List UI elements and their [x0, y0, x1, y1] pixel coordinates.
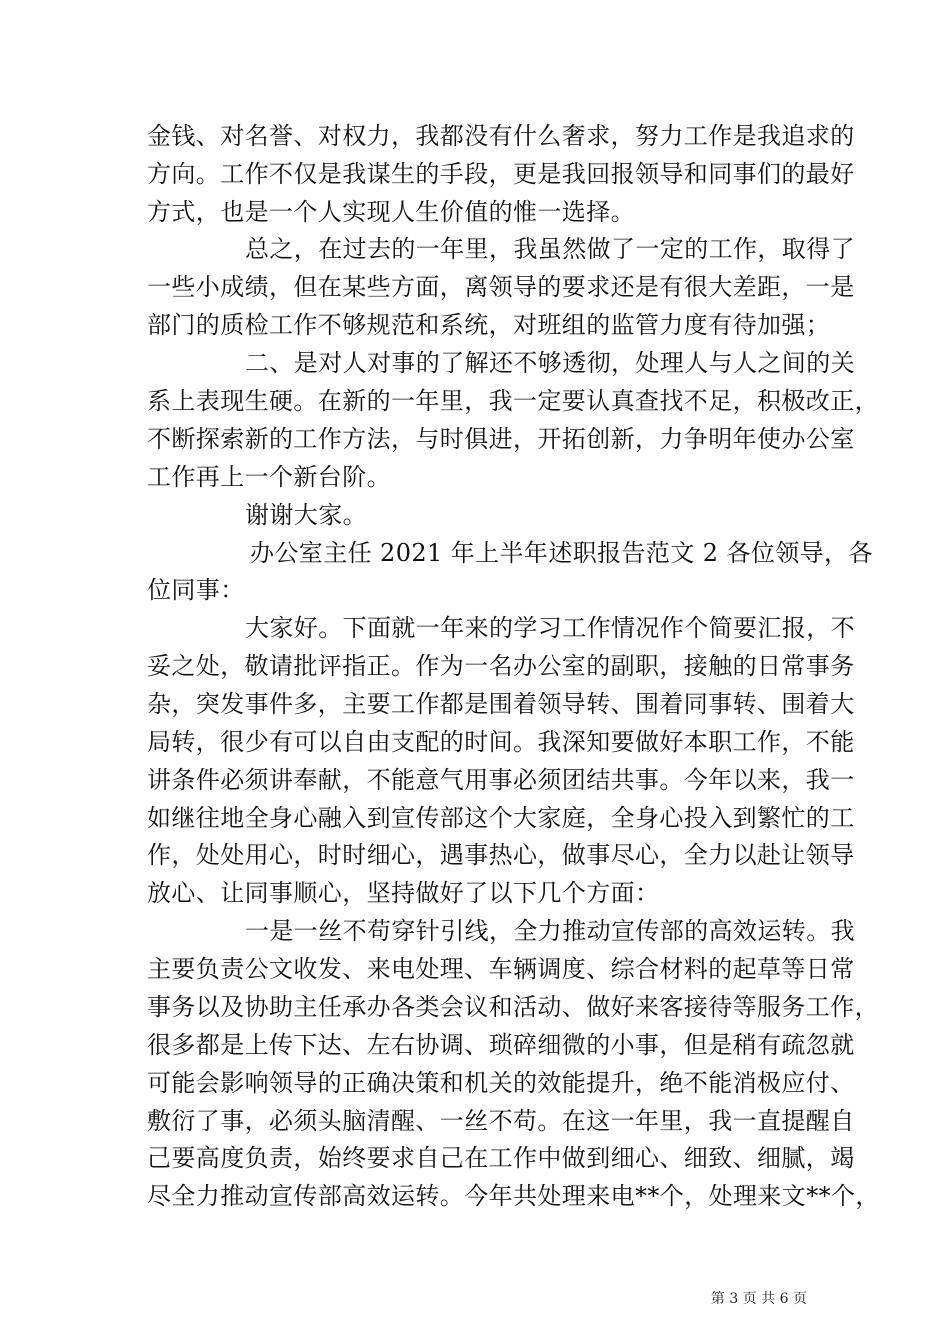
- text-line: 妥之处，敬请批评指正。作为一名办公室的副职，接触的日常事务: [147, 652, 855, 680]
- text-line: 方向。工作不仅是我谋生的手段，更是我回报领导和同事们的最好: [147, 160, 855, 188]
- text-line: 一是一丝不苟穿针引线，全力推动宣传部的高效运转。我: [245, 917, 855, 945]
- text-line: 放心、让同事顺心，坚持做好了以下几个方面：: [147, 879, 660, 907]
- text-line: 可能会影响领导的正确决策和机关的效能提升，绝不能消极应付、: [147, 1069, 855, 1097]
- text-line: 己要高度负责，始终要求自己在工作中做到细心、细致、细腻，竭: [147, 1144, 855, 1172]
- text-line: 金钱、对名誉、对权力，我都没有什么奢求，努力工作是我追求的: [147, 122, 855, 150]
- text-line: 杂，突发事件多，主要工作都是围着领导转、围着同事转、围着大: [147, 690, 855, 718]
- text-line: 大家好。下面就一年来的学习工作情况作个简要汇报，不: [245, 614, 855, 642]
- text-line: 作，处处用心，时时细心，遇事热心，做事尽心，全力以赴让领导: [147, 841, 855, 869]
- text-line: 事务以及协助主任承办各类会议和活动、做好来客接待等服务工作，: [147, 993, 879, 1021]
- text-line: 二、是对人对事的了解还不够透彻，处理人与人之间的关: [245, 349, 855, 377]
- section-heading-line: 办公室主任 2021 年上半年述职报告范文 2 各位领导，各: [250, 539, 873, 567]
- text-line: 工作再上一个新台阶。: [147, 463, 391, 491]
- text-line: 尽全力推动宣传部高效运转。今年共处理来电**个，处理来文**个，: [147, 1182, 880, 1210]
- text-line: 总之，在过去的一年里，我虽然做了一定的工作，取得了: [245, 235, 855, 263]
- text-line: 方式，也是一个人实现人生价值的惟一选择。: [147, 198, 635, 226]
- text-line: 如继往地全身心融入到宣传部这个大家庭，全身心投入到繁忙的工: [147, 804, 855, 832]
- text-line: 位同事：: [147, 576, 245, 604]
- text-line: 部门的质检工作不够规范和系统，对班组的监管力度有待加强；: [147, 311, 831, 339]
- text-line: 一些小成绩，但在某些方面，离领导的要求还是有很大差距，一是: [147, 273, 855, 301]
- text-line: 很多都是上传下达、左右协调、琐碎细微的小事，但是稍有疏忽就: [147, 1031, 855, 1059]
- text-line: 主要负责公文收发、来电处理、车辆调度、综合材料的起草等日常: [147, 955, 855, 983]
- text-line: 局转，很少有可以自由支配的时间。我深知要做好本职工作，不能: [147, 728, 855, 756]
- text-line: 系上表现生硬。在新的一年里，我一定要认真查找不足，积极改正，: [147, 387, 879, 415]
- text-line: 谢谢大家。: [245, 501, 367, 529]
- page-number: 第 3 页 共 6 页: [710, 1291, 807, 1307]
- text-line: 不断探索新的工作方法，与时俱进，开拓创新，力争明年使办公室: [147, 425, 855, 453]
- text-line: 敷衍了事，必须头脑清醒、一丝不苟。在这一年里，我一直提醒自: [147, 1107, 855, 1135]
- text-line: 讲条件必须讲奉献，不能意气用事必须团结共事。今年以来，我一: [147, 766, 855, 794]
